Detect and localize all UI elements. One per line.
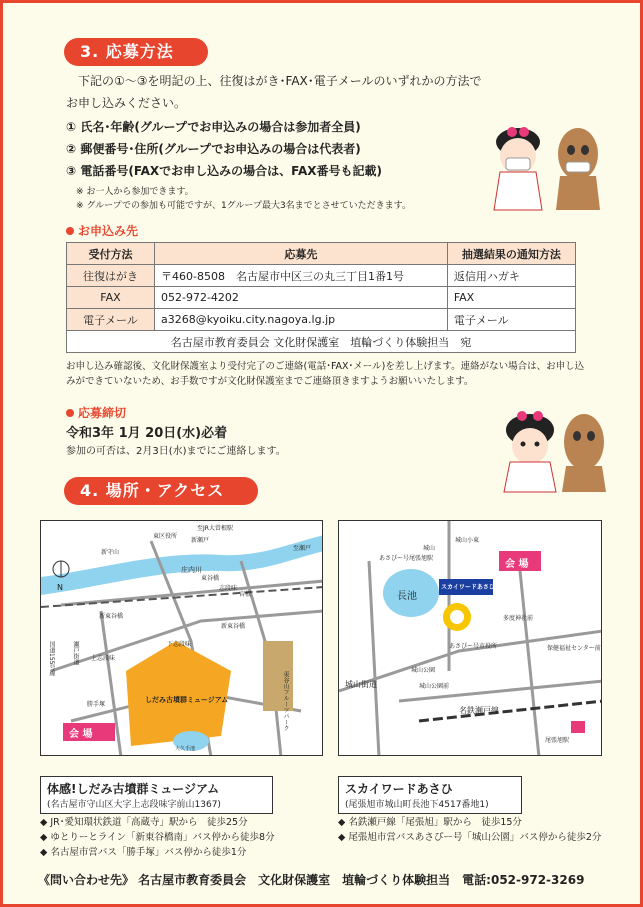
map2-label: あさぴー号尾張旭駅 [379, 555, 434, 562]
dest-cell: 〒460-8508 名古屋市中区三の丸三丁目1番1号 [155, 265, 448, 287]
map1-label: 至JR大曽根駅 [197, 525, 233, 532]
table-footer-row [67, 331, 576, 353]
map2-label: 城山 [423, 545, 436, 552]
map1-label: 新守山 [101, 549, 120, 556]
header-method: 受付方法 [67, 243, 155, 265]
map1-label: 吉根 [239, 591, 252, 598]
map1-label: 庄内川 [181, 566, 202, 574]
notify-cell: 電子メール [447, 309, 575, 331]
map2-venue-tag: 会 場 [505, 559, 529, 570]
map2-label: 城山公園前 [419, 683, 450, 690]
item-3: ③ 電話番号(FAXでお申し込みの場合は、FAX番号も記載) [66, 164, 383, 178]
mascot-illustration-top [486, 112, 614, 212]
map2-label: 多度神社前 [503, 615, 534, 622]
map1-label: 国道155号線 [48, 641, 55, 677]
map1-venue-name: しだみ古墳群ミュージアム [145, 696, 229, 704]
mascot-illustration-middle [496, 402, 616, 494]
map1-label: 東区役所 [153, 533, 178, 540]
map1-label: 新瀬戸 [191, 537, 210, 544]
map1-label: 新東谷橋 [99, 613, 124, 620]
intro-line-2: お申し込みください。 [66, 96, 187, 110]
notify-cell: FAX [447, 287, 575, 309]
contact-info: 《問い合わせ先》 名古屋市教育委員会 文化財保護室 埴輪づくり体験担当 電話:052-972-3269 [38, 873, 585, 887]
section4-title: 4. 場所・アクセス [64, 477, 258, 505]
note-1: ※ お一人から参加できます。 [76, 187, 194, 197]
map2-label: あさぴー号市役所 [449, 643, 498, 650]
email-link[interactable]: a3268@kyoiku.city.nagoya.lg.jp [155, 309, 448, 331]
venue2-access: ◆ 尾張旭市営バスあさぴー号「城山公園」バス停から徒歩2分 [338, 832, 602, 843]
map1-label: 新東谷橋 [221, 623, 246, 630]
table-row [67, 265, 576, 287]
header-notify: 抽選結果の通知方法 [447, 243, 575, 265]
table-row [67, 287, 576, 309]
deadline-date: 令和3年 1月 20日(水)必着 [66, 426, 228, 441]
map2-label: 名鉄瀬戸線 [459, 706, 499, 715]
venue1-box [40, 776, 273, 814]
map2-label: 保健福祉センター前 [547, 645, 601, 652]
map1-label: 瀬戸街道 [72, 641, 79, 665]
item-1: ① 氏名･年齢(グループでお申込みの場合は参加者全員) [66, 120, 361, 134]
item-2: ② 郵便番号･住所(グループでお申込みの場合は代表者) [66, 142, 361, 156]
map2-label: 城山街道 [345, 680, 377, 689]
venue1-address: (名古屋市守山区大字上志段味字前山1367) [47, 800, 221, 810]
table-footer: 名古屋市教育委員会 文化財保護室 埴輪づくり体験担当 宛 [67, 331, 576, 353]
map1-label: 至瀬戸 [293, 545, 312, 552]
map1-label: 東谷山フルーツパーク [282, 671, 289, 731]
intro-line-1: 下記の①～③を明記の上、往復はがき･FAX･電子メールのいずれかの方法で [78, 74, 482, 88]
deadline-heading-label: 応募締切 [78, 406, 127, 420]
header-dest: 応募先 [155, 243, 448, 265]
map1-label: 下志段味 [167, 641, 192, 648]
venue2-address: (尾張旭市城山町長池下4517番地1) [345, 800, 489, 810]
map2-label: 長池 [397, 591, 417, 602]
map1-venue-tag: 会 場 [69, 729, 93, 740]
map-skyward [338, 520, 602, 756]
bullet-icon [66, 409, 74, 417]
map1-label: 志段味 [219, 585, 238, 592]
venue1-access: ◆ ゆとりーとライン「新東谷橋南」バス停から徒歩8分 [40, 832, 275, 843]
deadline-heading [66, 404, 126, 421]
map1-label: 上志段味 [91, 655, 116, 662]
map2-venue-name: スカイワードあさひ [441, 584, 495, 591]
confirm-line-2: みができていないため、お手数ですが文化財保護室までご連絡頂きますようお願いいたします。 [66, 376, 474, 387]
venue1-access: ◆ JR･愛知環状鉄道「高蔵寺」駅から 徒歩25分 [40, 817, 248, 828]
method-cell: 往復はがき [67, 265, 155, 287]
venue2-box [338, 776, 522, 814]
deadline-note: 参加の可否は、2月3日(水)までにご連絡します。 [66, 446, 286, 457]
map1-label: 東谷橋 [201, 575, 220, 582]
venue2-access: ◆ 名鉄瀬戸線「尾張旭」駅から 徒歩15分 [338, 817, 522, 828]
method-cell: FAX [67, 287, 155, 309]
map2-label: 城山小東 [455, 537, 480, 544]
map1-label: 大久手池 [175, 746, 196, 752]
venue2-name: スカイワードあさひ [345, 782, 453, 796]
dest-cell: 052-972-4202 [155, 287, 448, 309]
apply-heading-label: お申込み先 [78, 224, 139, 238]
map1-label: 勝手塚 [87, 701, 106, 708]
map-shidami [40, 520, 323, 756]
bullet-icon [66, 227, 74, 235]
map2-label: 城山公園 [411, 667, 436, 674]
venue1-name: 体感!しだみ古墳群ミュージアム [47, 782, 220, 796]
map2-label: 尾張旭駅 [545, 737, 570, 744]
notify-cell: 返信用ハガキ [447, 265, 575, 287]
table-header-row [67, 243, 576, 265]
note-2: ※ グループでの参加も可能ですが、1グループ最大3名までとさせていただきます。 [76, 201, 411, 211]
section3-title: 3. 応募方法 [64, 38, 208, 66]
apply-table [66, 242, 576, 353]
method-cell: 電子メール [67, 309, 155, 331]
north-icon: N [57, 583, 63, 592]
venue1-access: ◆ 名古屋市営バス「勝手塚」バス停から徒歩1分 [40, 847, 247, 858]
table-row [67, 309, 576, 331]
apply-heading [66, 222, 138, 239]
confirm-line-1: お申し込み確認後、文化財保護室より受付完了のご連絡(電話･FAX･メール)を差し上げます。連絡がない場合は、お申し込 [66, 361, 585, 372]
